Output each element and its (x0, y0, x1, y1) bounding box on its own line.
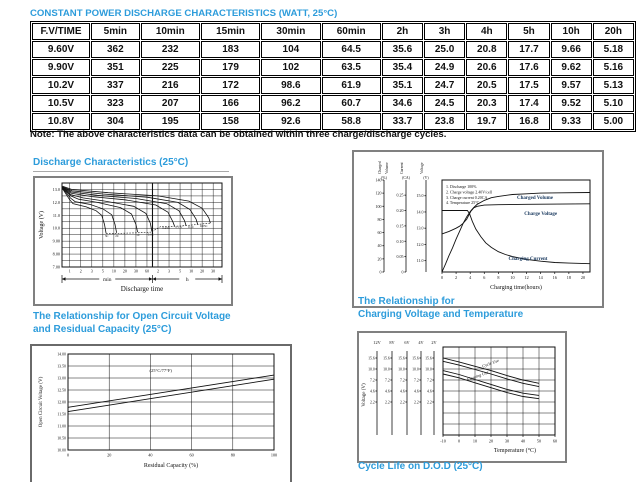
table-cell: 92.6 (261, 113, 320, 130)
svg-text:1. Discharge 100%: 1. Discharge 100% (446, 184, 477, 189)
svg-text:(25°C/77°F): (25°C/77°F) (149, 368, 172, 373)
svg-text:0: 0 (440, 275, 444, 280)
svg-text:8: 8 (497, 275, 500, 280)
section-title-charge-temp-line1: The Relationship for (358, 296, 455, 307)
svg-text:1: 1 (68, 268, 71, 274)
svg-text:Voltage (V): Voltage (V) (362, 383, 367, 407)
svg-text:3: 3 (90, 268, 93, 274)
table-header-cell: 60min (322, 23, 381, 40)
table-cell: 98.6 (261, 77, 320, 94)
table-cell: 17.5 (508, 77, 549, 94)
svg-text:140: 140 (375, 177, 382, 183)
table-cell: 207 (141, 95, 200, 112)
svg-text:0.20: 0.20 (396, 208, 404, 214)
table-cell: 60.7 (322, 95, 381, 112)
svg-text:12.50: 12.50 (57, 388, 66, 393)
svg-text:10.50: 10.50 (57, 436, 66, 441)
svg-text:4.6: 4.6 (414, 389, 419, 394)
svg-text:2.2: 2.2 (400, 400, 405, 405)
section-title-discharge (33, 156, 229, 172)
svg-text:0: 0 (66, 452, 70, 458)
svg-text:2: 2 (157, 268, 159, 274)
page-title: CONSTANT POWER DISCHARGE CHARACTERISTICS (WATT, 25°C) (30, 8, 338, 19)
svg-text:60: 60 (189, 452, 194, 458)
svg-text:60: 60 (377, 230, 382, 236)
svg-text:Temperature (°C): Temperature (°C) (493, 448, 537, 454)
svg-text:15.6: 15.6 (383, 356, 390, 361)
svg-text:4V: 4V (418, 340, 424, 345)
svg-text:7.2: 7.2 (370, 378, 375, 383)
svg-text:(V): (V) (423, 176, 429, 180)
table-cell: 35.6 (382, 41, 423, 58)
table-header-cell: 20h (593, 23, 634, 40)
note-text: Note: The above characteristics data can be obtained within three charge/discharge cycles. (30, 129, 447, 140)
svg-text:12.00: 12.00 (57, 400, 66, 405)
table-cell: 20.8 (466, 41, 507, 58)
table-row (32, 59, 634, 76)
table-row (32, 77, 634, 94)
svg-text:100: 100 (375, 203, 382, 209)
svg-text:13.00: 13.00 (57, 376, 66, 381)
svg-text:20: 20 (580, 275, 586, 280)
table-cell: 58.8 (322, 113, 381, 130)
svg-text:14.00: 14.00 (57, 352, 66, 357)
table-cell: 9.60V (32, 41, 90, 58)
svg-text:4.6: 4.6 (370, 389, 375, 394)
svg-text:10: 10 (472, 438, 478, 444)
table-cell: 96.2 (261, 95, 320, 112)
section-title-discharge-text: Discharge Characteristics (25°C) (33, 156, 229, 172)
table-cell: 362 (91, 41, 140, 58)
svg-text:Open Circuit Voltage (V): Open Circuit Voltage (V) (39, 376, 44, 428)
svg-text:3: 3 (168, 268, 171, 274)
table-cell: 9.62 (551, 59, 592, 76)
section-title-ocv (33, 310, 231, 336)
svg-text:10.00: 10.00 (57, 448, 66, 453)
constant-power-discharge-table (30, 21, 636, 132)
table-cell: 17.6 (508, 59, 549, 76)
table-cell: 10.2V (32, 77, 90, 94)
open-circuit-voltage-chart (32, 346, 286, 478)
table-cell: 16.8 (508, 113, 549, 130)
svg-text:120: 120 (375, 190, 382, 196)
svg-text:11.0: 11.0 (52, 212, 60, 218)
svg-text:-10: -10 (440, 438, 446, 444)
svg-text:2C: 2C (115, 233, 120, 238)
svg-text:100: 100 (270, 452, 278, 458)
svg-text:13.0: 13.0 (52, 186, 60, 192)
table-header-cell: 15min (201, 23, 260, 40)
svg-text:0.15: 0.15 (396, 223, 404, 229)
svg-text:1C: 1C (136, 232, 141, 237)
svg-text:9.00: 9.00 (52, 238, 60, 244)
svg-text:20: 20 (107, 452, 112, 458)
discharge-chart-panel (33, 176, 233, 306)
svg-text:10: 10 (111, 268, 116, 274)
svg-text:0: 0 (401, 269, 404, 275)
svg-text:60: 60 (552, 438, 558, 444)
table-cell: 102 (261, 59, 320, 76)
section-title-ocv-line2: and Residual Capacity (25°C) (33, 324, 172, 335)
svg-text:Voltage (V): Voltage (V) (39, 210, 45, 240)
svg-text:4. Temperature 25°C: 4. Temperature 25°C (446, 200, 480, 206)
table-cell: 25.0 (424, 41, 465, 58)
svg-text:8V: 8V (389, 340, 395, 345)
svg-text:10.0: 10.0 (368, 367, 375, 372)
table-cell: 10.8V (32, 113, 90, 130)
svg-text:Volume: Volume (385, 162, 389, 174)
table-cell: 17.4 (508, 95, 549, 112)
svg-text:15.6: 15.6 (398, 356, 405, 361)
table-cell: 33.7 (382, 113, 423, 130)
svg-text:80: 80 (230, 452, 235, 458)
table-cell: 9.66 (551, 41, 592, 58)
svg-text:Floating Use: Floating Use (466, 369, 490, 383)
svg-text:0.25: 0.25 (396, 192, 404, 198)
table-cell: 9.33 (551, 113, 592, 130)
table-cell: 63.5 (322, 59, 381, 76)
table-cell: 24.9 (424, 59, 465, 76)
svg-text:10.0: 10.0 (383, 367, 390, 372)
table-cell: 9.52 (551, 95, 592, 112)
svg-text:13.50: 13.50 (57, 364, 66, 369)
svg-text:4.6: 4.6 (400, 389, 405, 394)
svg-text:16: 16 (552, 275, 557, 280)
svg-text:11.00: 11.00 (57, 424, 66, 429)
svg-text:Cycle Use: Cycle Use (481, 357, 500, 369)
svg-text:2.2: 2.2 (370, 400, 375, 405)
svg-text:2V: 2V (431, 340, 437, 345)
table-cell: 5.00 (593, 113, 634, 130)
svg-text:0.05: 0.05 (396, 254, 404, 260)
table-cell: 172 (201, 77, 260, 94)
table-cell: 216 (141, 77, 200, 94)
table-cell: 337 (91, 77, 140, 94)
svg-text:80: 80 (377, 216, 382, 222)
svg-text:0.05C: 0.05C (199, 223, 208, 228)
table-header-cell: 4h (466, 23, 507, 40)
svg-text:3C: 3C (104, 233, 109, 238)
section-title-charge-temp-line2: Charging Voltage and Temperature (358, 309, 524, 320)
table-cell: 104 (261, 41, 320, 58)
svg-text:Discharge time: Discharge time (120, 285, 164, 293)
svg-text:12.0: 12.0 (52, 199, 60, 205)
svg-text:2: 2 (455, 275, 458, 280)
svg-text:4.6: 4.6 (427, 389, 432, 394)
table-header-cell: 3h (424, 23, 465, 40)
table-cell: 351 (91, 59, 140, 76)
table-body (32, 41, 634, 130)
table-cell: 9.57 (551, 77, 592, 94)
table-cell: 225 (141, 59, 200, 76)
table-header-cell: F.V/TIME (32, 23, 90, 40)
table-cell: 35.1 (382, 77, 423, 94)
svg-text:0: 0 (457, 438, 461, 444)
svg-text:Charge Voltage: Charge Voltage (524, 212, 558, 217)
table-cell: 20.6 (466, 59, 507, 76)
svg-text:12: 12 (524, 275, 529, 280)
table-cell: 24.7 (424, 77, 465, 94)
svg-text:4: 4 (469, 275, 472, 280)
svg-text:Voltage: Voltage (420, 162, 424, 174)
svg-text:Charged Volume: Charged Volume (517, 196, 554, 201)
table-cell: 195 (141, 113, 200, 130)
svg-text:0.6C: 0.6C (147, 232, 154, 237)
table-cell: 166 (201, 95, 260, 112)
table-header-cell: 30min (261, 23, 320, 40)
charging-chart-panel (352, 150, 604, 308)
svg-text:10.0: 10.0 (412, 367, 419, 372)
svg-text:20: 20 (488, 438, 494, 444)
svg-text:7.2: 7.2 (385, 378, 390, 383)
table-cell: 179 (201, 59, 260, 76)
table-header-cell: 10h (551, 23, 592, 40)
svg-text:0.17C: 0.17C (175, 225, 184, 230)
ocv-chart-panel (30, 344, 292, 482)
svg-text:10.0: 10.0 (425, 367, 432, 372)
svg-text:3. Charge current 0.20CA: 3. Charge current 0.20CA (446, 194, 488, 200)
table-cell: 20.5 (466, 77, 507, 94)
table-header-cell: 5h (508, 23, 549, 40)
svg-text:10.0: 10.0 (398, 367, 405, 372)
table-cell: 24.5 (424, 95, 465, 112)
svg-text:(%): (%) (381, 176, 387, 180)
table-cell: 23.8 (424, 113, 465, 130)
svg-text:14.0: 14.0 (416, 209, 424, 215)
table-cell: 5.10 (593, 95, 634, 112)
table-cell: 5.16 (593, 59, 634, 76)
svg-text:7.2: 7.2 (400, 378, 405, 383)
svg-text:4.6: 4.6 (385, 389, 390, 394)
table-cell: 19.7 (466, 113, 507, 130)
svg-text:13.0: 13.0 (416, 225, 424, 231)
svg-text:2.2: 2.2 (385, 400, 390, 405)
svg-text:0: 0 (379, 269, 382, 275)
svg-text:2.2: 2.2 (427, 400, 432, 405)
charge-temp-chart-panel (357, 331, 567, 463)
svg-text:Charging time(hours): Charging time(hours) (490, 285, 542, 291)
table-header-cell: 2h (382, 23, 423, 40)
svg-text:15.0: 15.0 (416, 193, 424, 199)
svg-text:20: 20 (122, 268, 127, 274)
svg-text:Residual Capacity (%): Residual Capacity (%) (143, 463, 199, 469)
svg-text:6V: 6V (404, 340, 410, 345)
svg-text:11.50: 11.50 (57, 412, 66, 417)
table-cell: 34.6 (382, 95, 423, 112)
svg-text:60: 60 (144, 268, 149, 274)
svg-text:8.00: 8.00 (52, 251, 60, 257)
svg-text:18: 18 (566, 275, 571, 280)
svg-text:10: 10 (510, 275, 515, 280)
table-row (32, 95, 634, 112)
svg-text:12V: 12V (373, 340, 381, 345)
svg-text:2. Charge voltage 2.40V/cell: 2. Charge voltage 2.40V/cell (446, 189, 493, 195)
svg-text:7.00: 7.00 (52, 264, 60, 270)
table-cell: 20.3 (466, 95, 507, 112)
svg-text:Charging Current: Charging Current (508, 257, 548, 262)
table-cell: 304 (91, 113, 140, 130)
svg-text:10: 10 (189, 268, 194, 274)
table-cell: 183 (201, 41, 260, 58)
charging-characteristics-chart (354, 152, 598, 302)
table-cell: 35.4 (382, 59, 423, 76)
table-cell: 64.5 (322, 41, 381, 58)
table-cell: 323 (91, 95, 140, 112)
table-header-cell: 10min (141, 23, 200, 40)
svg-text:30: 30 (504, 438, 510, 444)
discharge-characteristics-chart (35, 178, 228, 301)
svg-text:7.2: 7.2 (414, 378, 419, 383)
svg-text:20: 20 (200, 268, 205, 274)
svg-text:5: 5 (101, 268, 104, 274)
section-title-cycle-life (358, 460, 483, 473)
svg-text:5: 5 (179, 268, 182, 274)
svg-text:30: 30 (133, 268, 138, 274)
svg-text:0.1C: 0.1C (188, 224, 195, 229)
svg-text:12.0: 12.0 (416, 241, 424, 247)
svg-text:11.0: 11.0 (416, 258, 424, 264)
svg-text:40: 40 (377, 243, 382, 249)
table-row (32, 113, 634, 130)
svg-text:7.2: 7.2 (427, 378, 432, 383)
svg-text:50: 50 (536, 438, 542, 444)
svg-text:40: 40 (520, 438, 526, 444)
table-cell: 10.5V (32, 95, 90, 112)
svg-text:0.10: 0.10 (396, 238, 404, 244)
charging-voltage-temperature-chart (359, 333, 561, 457)
section-title-ocv-line1: The Relationship for Open Circuit Voltage (33, 311, 231, 322)
svg-text:(CA): (CA) (402, 176, 410, 180)
svg-text:2.2: 2.2 (414, 400, 419, 405)
svg-text:6: 6 (483, 275, 486, 280)
svg-text:30: 30 (211, 268, 216, 274)
table-row (32, 41, 634, 58)
svg-text:h: h (185, 277, 189, 283)
table-header-cell: 5min (91, 23, 140, 40)
table-cell: 17.7 (508, 41, 549, 58)
svg-text:15.6: 15.6 (412, 356, 419, 361)
table-cell: 5.18 (593, 41, 634, 58)
svg-text:40: 40 (148, 452, 153, 458)
table-cell: 61.9 (322, 77, 381, 94)
section-title-cycle-life-text: Cycle Life on D.O.D (25°C) (358, 461, 483, 472)
svg-text:10.0: 10.0 (52, 225, 60, 231)
table-cell: 5.13 (593, 77, 634, 94)
table-cell: 9.90V (32, 59, 90, 76)
svg-text:14: 14 (538, 275, 543, 280)
svg-text:15.6: 15.6 (368, 356, 375, 361)
table-cell: 158 (201, 113, 260, 130)
svg-text:2: 2 (79, 268, 82, 274)
table-head (32, 23, 634, 40)
section-title-charge-temp (358, 295, 523, 321)
svg-text:min: min (102, 277, 112, 283)
svg-text:15.6: 15.6 (425, 356, 432, 361)
svg-text:20: 20 (377, 256, 382, 262)
svg-text:Charged: Charged (378, 161, 382, 174)
svg-text:Current: Current (400, 162, 404, 174)
svg-text:0.25C: 0.25C (162, 226, 171, 231)
table-header-row (32, 23, 634, 40)
table-cell: 232 (141, 41, 200, 58)
